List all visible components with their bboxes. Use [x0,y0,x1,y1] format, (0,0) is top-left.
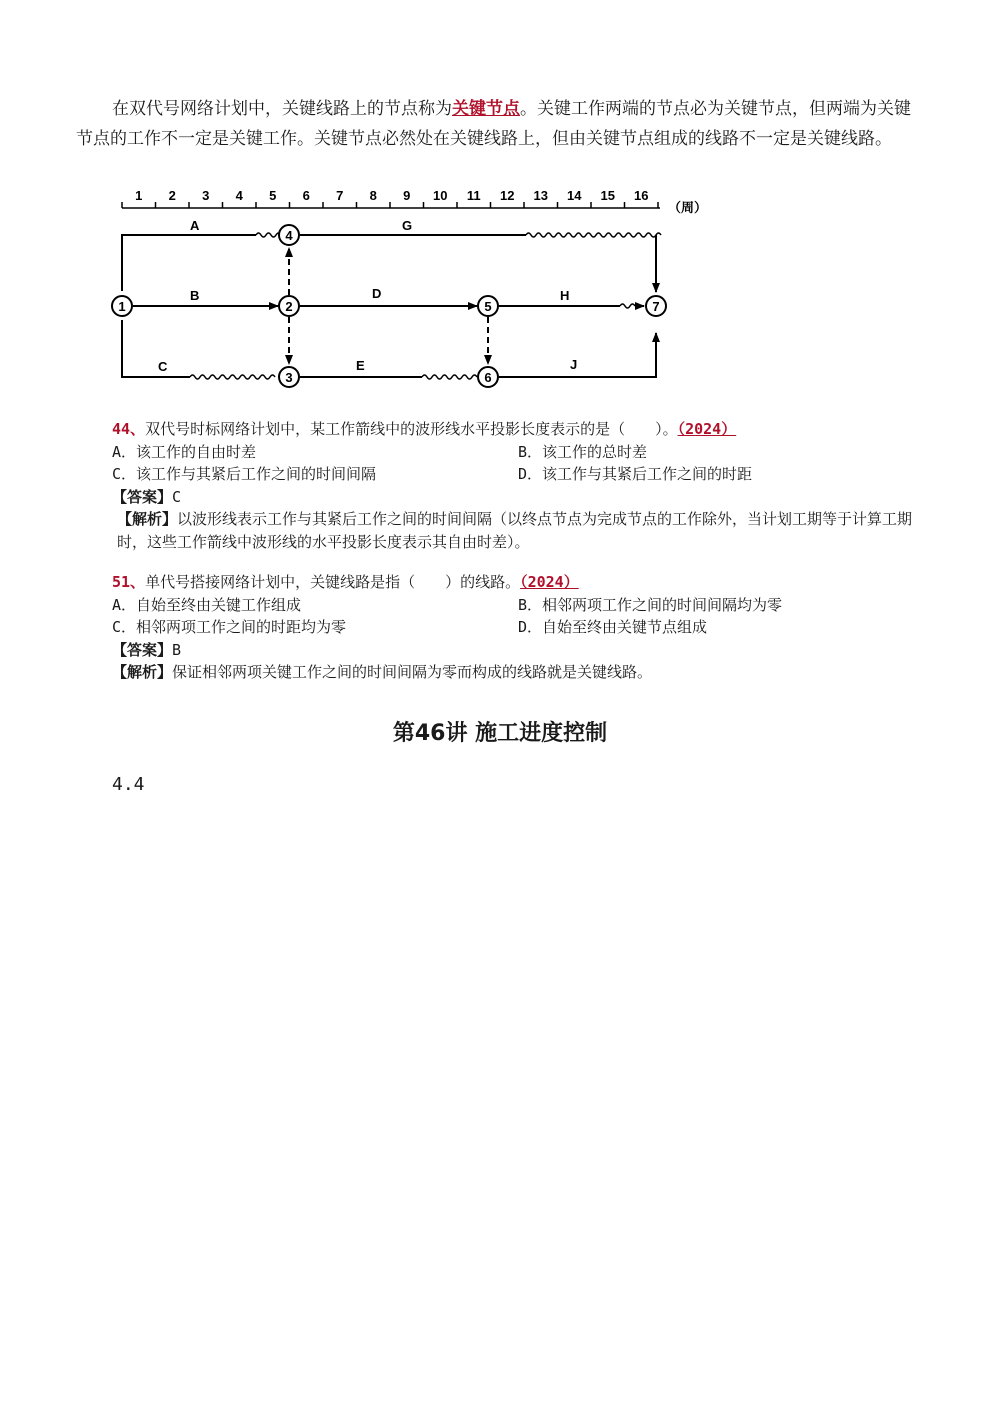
keyword-key-node: 关键节点 [452,99,520,119]
q44-option-c: C．该工作与其紧后工作之间的时间间隔 [112,465,377,484]
section-number: 4.4 [112,774,145,795]
time-axis-label: 12 [500,188,515,203]
time-axis-label: 10 [433,188,448,203]
time-axis-labels [135,188,648,203]
activity-h-wave [620,304,635,308]
activity-j-arrow [499,334,656,377]
time-axis-label: 8 [369,188,377,203]
q51-option-a: A．自始至终由关键工作组成 [112,595,302,614]
q44-stem: 双代号时标网络计划中，某工作箭线中的波形线水平投影长度表示的是（ ）。 [145,420,678,438]
lecture-heading: 第46讲 施工进度控制 [392,721,608,746]
q44-option-b: B．该工作的总时差 [518,442,648,461]
time-axis-label: 2 [168,188,176,203]
question-44 [112,418,932,554]
activity-e-wave [422,375,477,379]
q44-answer: C [172,487,182,506]
q51-number: 51、 [112,573,146,591]
q51-stem-line [112,571,932,594]
time-axis-label: 13 [533,188,548,203]
time-axis-label: 6 [302,188,310,203]
activity-label-b: B [190,288,200,303]
q44-analysis-label: 【解析】 [117,510,178,529]
network-diagram [108,180,728,395]
time-axis-label: 15 [600,188,615,203]
q51-answer-label: 【答案】 [112,640,173,659]
node-label-7: 7 [652,299,660,314]
node-label-3: 3 [285,370,293,385]
time-axis-label: 16 [634,188,649,203]
intro-paragraph [76,94,922,154]
q44-option-d: D．该工作与其紧后工作之间的时距 [518,465,753,484]
question-51 [112,571,932,684]
q44-analysis-line [117,508,932,553]
q44-analysis: 以波形线表示工作与其紧后工作之间的时间间隔（以终点节点为完成节点的工作除外，当计划工期等于计算工期时，这些工作箭线中波形线的水平投影长度表示其自由时差）。 [117,510,913,551]
node-label-1: 1 [118,299,126,314]
time-axis-label: 11 [466,188,481,203]
q51-analysis-line [112,661,932,684]
node-label-5: 5 [484,299,492,314]
activity-label-d: D [372,286,382,301]
q44-stem-line [112,418,932,441]
activity-label-j: J [570,357,578,372]
q44-option-a: A．该工作的自由时差 [112,442,257,461]
activity-c-wave [190,375,275,379]
time-axis-label: 14 [567,188,582,203]
activity-g-wave [526,233,661,237]
activity-label-e: E [356,358,365,373]
node-label-6: 6 [484,370,492,385]
q51-analysis: 保证相邻两项关键工作之间的时间间隔为零而构成的线路就是关键线路。 [172,663,653,682]
q51-analysis-label: 【解析】 [112,663,173,682]
activity-label-c: C [158,359,168,374]
q51-answer-line [112,639,932,662]
time-axis-label: 7 [336,188,344,203]
node-label-4: 4 [285,228,293,243]
q51-option-b: B．相邻两项工作之间的时间间隔均为零 [518,595,783,614]
q44-year: （2024） [677,420,737,438]
activity-label-g: G [402,218,413,233]
intro-text-1: 在双代号网络计划中，关键线路上的节点称为 [112,99,452,119]
q51-option-c: C．相邻两项工作之间的时距均为零 [112,618,347,637]
time-axis-label: 9 [403,188,411,203]
time-axis-label: 3 [202,188,210,203]
activity-label-a: A [190,218,200,233]
node-label-2: 2 [285,299,293,314]
activity-c-arrow [122,320,190,377]
q51-answer: B [172,640,182,659]
q51-year: （2024） [520,573,579,591]
intro-text-2: 。关键工作两端的节点必为关键节点，但两端为关键节点的工作不一定是关键工作。关键节点必然处在关键线路上，但由关键节点组成的线路不一定是关键线路。 [76,99,911,149]
time-axis-label: 1 [135,188,143,203]
time-axis-label: 5 [269,188,277,203]
activity-a-arrow [122,235,256,291]
time-axis-label: 4 [235,188,243,203]
q44-number: 44、 [112,420,146,438]
activity-label-h: H [560,288,570,303]
q51-option-d: D．自始至终由关键节点组成 [518,618,708,637]
q51-stem: 单代号搭接网络计划中，关键线路是指（ ）的线路。 [145,573,521,591]
q44-answer-label: 【答案】 [112,487,173,506]
time-unit-label: （周） [668,200,708,215]
q44-answer-line [112,486,932,509]
